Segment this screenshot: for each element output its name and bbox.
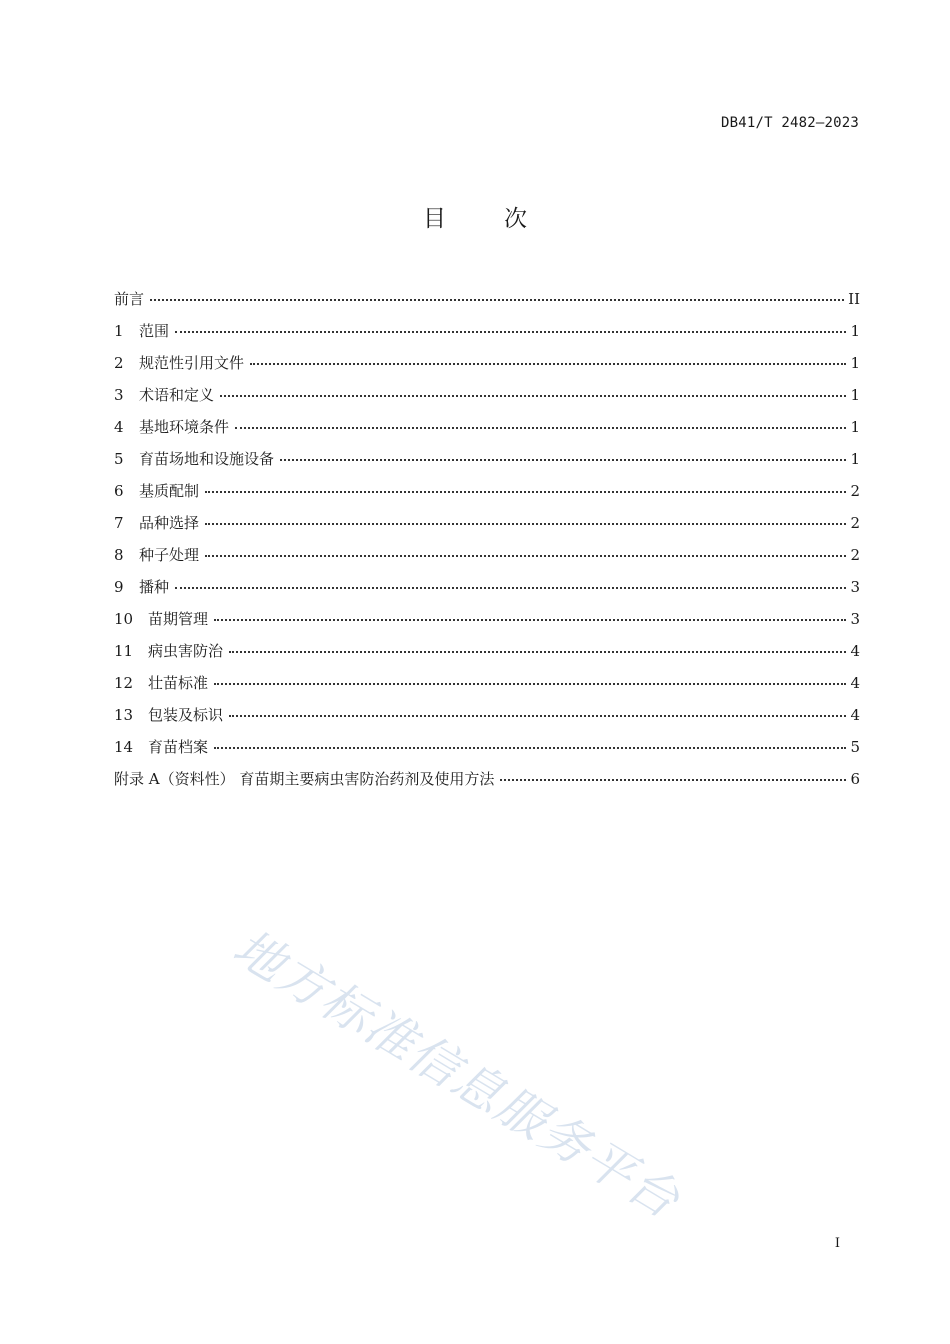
toc-label: 前言 xyxy=(114,290,145,308)
toc-item-8[interactable] xyxy=(114,544,860,576)
toc-label: 品种选择 xyxy=(139,514,200,532)
toc-number: 1 xyxy=(114,322,124,340)
dot-leader xyxy=(235,413,846,429)
toc-page-number: 5 xyxy=(850,738,860,756)
toc-page-number: 1 xyxy=(850,386,860,404)
toc-page-number: 1 xyxy=(850,450,860,468)
toc-item-14[interactable] xyxy=(114,736,860,768)
title-char-2: 次 xyxy=(504,206,527,232)
toc-item-2[interactable] xyxy=(114,352,860,384)
toc-number: 2 xyxy=(114,354,124,372)
toc-page-number: 1 xyxy=(850,354,860,372)
toc-label: 附录 A（资料性） 育苗期主要病虫害防治药剂及使用方法 xyxy=(114,770,495,788)
toc-label: 播种 xyxy=(139,578,170,596)
toc-item-13[interactable] xyxy=(114,704,860,736)
page-number: I xyxy=(834,1236,840,1251)
toc-number: 11 xyxy=(114,642,134,660)
toc-label: 壮苗标准 xyxy=(148,674,209,692)
toc-page-number: 4 xyxy=(850,642,860,660)
toc-number: 7 xyxy=(114,514,124,532)
dot-leader xyxy=(214,733,846,749)
toc-label: 基质配制 xyxy=(139,482,200,500)
toc-number: 5 xyxy=(114,450,124,468)
page-title xyxy=(0,200,950,233)
toc-page-number: 6 xyxy=(850,770,860,788)
toc-item-appendix-a[interactable] xyxy=(114,768,860,800)
toc-item-7[interactable] xyxy=(114,512,860,544)
toc-item-foreword[interactable] xyxy=(114,288,860,320)
dot-leader xyxy=(214,605,846,621)
standard-code: DB41/T 2482—2023 xyxy=(720,115,859,131)
toc-item-10[interactable] xyxy=(114,608,860,640)
toc-label: 规范性引用文件 xyxy=(139,354,245,372)
toc-page-number: 1 xyxy=(850,418,860,436)
toc-number: 9 xyxy=(114,578,124,596)
toc-page-number: 3 xyxy=(850,578,860,596)
dot-leader xyxy=(280,445,846,461)
dot-leader xyxy=(175,573,846,589)
dot-leader xyxy=(229,701,846,717)
toc-item-4[interactable] xyxy=(114,416,860,448)
toc-page-number: 3 xyxy=(850,610,860,628)
toc-label: 范围 xyxy=(139,322,170,340)
toc-page-number: 1 xyxy=(850,322,860,340)
table-of-contents xyxy=(114,288,860,800)
toc-label: 包装及标识 xyxy=(148,706,224,724)
toc-page-number: 2 xyxy=(850,482,860,500)
dot-leader xyxy=(214,669,846,685)
toc-label: 育苗档案 xyxy=(148,738,209,756)
dot-leader xyxy=(175,317,846,333)
toc-item-11[interactable] xyxy=(114,640,860,672)
toc-number: 8 xyxy=(114,546,124,564)
toc-page-number: 4 xyxy=(850,706,860,724)
toc-number: 12 xyxy=(114,674,134,692)
toc-label: 术语和定义 xyxy=(139,386,215,404)
title-char-1: 目 xyxy=(423,206,446,232)
dot-leader xyxy=(500,765,846,781)
toc-item-9[interactable] xyxy=(114,576,860,608)
toc-item-1[interactable] xyxy=(114,320,860,352)
dot-leader xyxy=(205,477,846,493)
toc-page-number: 2 xyxy=(850,546,860,564)
dot-leader xyxy=(229,637,846,653)
toc-label: 基地环境条件 xyxy=(139,418,230,436)
toc-number: 10 xyxy=(114,610,134,628)
toc-label: 苗期管理 xyxy=(148,610,209,628)
toc-page-number: II xyxy=(848,290,860,308)
toc-item-5[interactable] xyxy=(114,448,860,480)
dot-leader xyxy=(150,285,844,301)
toc-label: 种子处理 xyxy=(139,546,200,564)
toc-label: 病虫害防治 xyxy=(148,642,224,660)
toc-number: 6 xyxy=(114,482,124,500)
toc-item-12[interactable] xyxy=(114,672,860,704)
dot-leader xyxy=(205,509,846,525)
dot-leader xyxy=(205,541,846,557)
toc-item-3[interactable] xyxy=(114,384,860,416)
toc-number: 14 xyxy=(114,738,134,756)
toc-number: 3 xyxy=(114,386,124,404)
dot-leader xyxy=(220,381,846,397)
toc-label: 育苗场地和设施设备 xyxy=(139,450,275,468)
toc-number: 13 xyxy=(114,706,134,724)
toc-page-number: 4 xyxy=(850,674,860,692)
watermark: 地方标准信息服务平台 xyxy=(223,918,691,1231)
dot-leader xyxy=(250,349,846,365)
toc-number: 4 xyxy=(114,418,124,436)
toc-page-number: 2 xyxy=(850,514,860,532)
toc-item-6[interactable] xyxy=(114,480,860,512)
